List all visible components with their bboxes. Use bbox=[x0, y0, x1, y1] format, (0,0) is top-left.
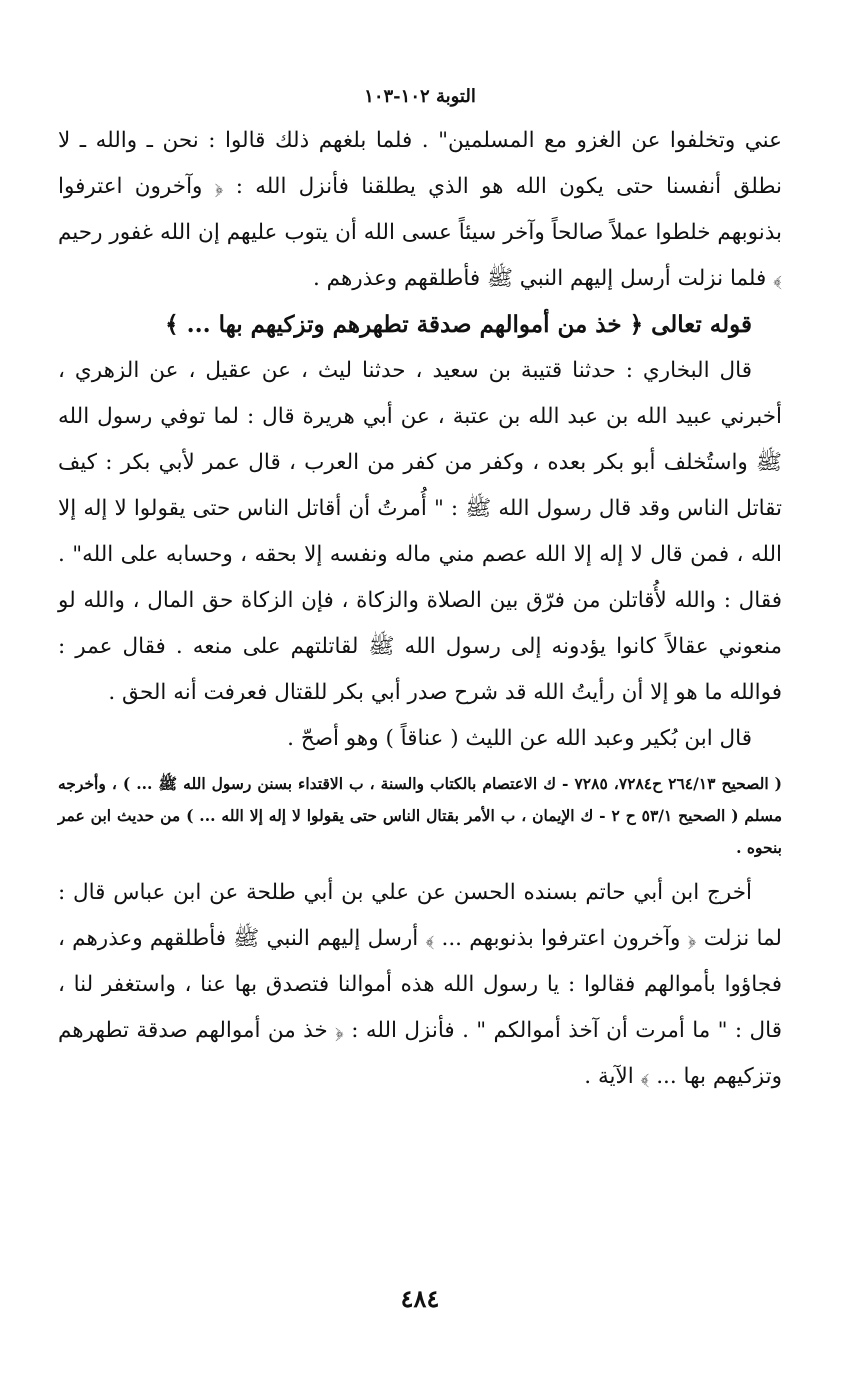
running-header: التوبة ١٠٢-١٠٣ bbox=[364, 86, 476, 107]
paragraph-narration-note: قال ابن بُكير وعبد الله عن الليث ( عناقاً ) وهو أصحّ . bbox=[287, 726, 752, 751]
paragraph-ibn-abi-hatim: أخرج ابن أبي حاتم بسنده الحسن عن علي بن أبي طلحة عن ابن عباس قال : لما نزلت ﴿ وآخرون اعترفوا بذنوبهم ... ﴾ أرسل إليهم النبي ﷺ فأطلقهم وعذرهم ، فجاؤوا بأموالهم فقالوا : يا رسول الله هذه أموالنا فتصدق بها عنا ، واستغفر لنا ، قال : " ما أمرت أن آخذ أموالكم " . فأنزل الله : ﴿ خذ من أموالهم صدقة تطهرهم وتزكيهم بها ... ﴾ الآية . bbox=[58, 880, 782, 1089]
citation-note: ( الصحيح ٢٦٤/١٣ ح٧٢٨٤، ٧٢٨٥ - ك الاعتصام بالكتاب والسنة ، ب الاقتداء بسنن رسول الله ﷺ ... ) ، وأخرجه مسلم ( الصحيح ٥٣/١ ح ٢ - ك الإيمان ، ب الأمر بقتال الناس حتى يقولوا لا إله إلا الله ... ) من حديث ابن عمر بنحوه . bbox=[58, 774, 782, 857]
paragraph-continuation: عني وتخلفوا عن الغزو مع المسلمين" . فلما بلغهم ذلك قالوا : نحن ـ والله ـ لا نطلق أنفسنا حتى يكون الله هو الذي يطلقنا فأنزل الله : ﴿ وآخرون اعترفوا بذنوبهم خلطوا عملاً صالحاً وآخر سيئاً عسى الله أن يتوب عليهم إن الله غفور رحيم ﴾ فلما نزلت أرسل إليهم النبي ﷺ فأطلقهم وعذرهم . bbox=[58, 128, 782, 291]
body-text bbox=[58, 118, 782, 1100]
page-number: ٤٨٤ bbox=[400, 1284, 440, 1313]
paragraph-bukhari-hadith: قال البخاري : حدثنا قتيبة بن سعيد ، حدثنا ليث ، عن عقيل ، عن الزهري ، أخبرني عبيد الله بن عبد الله بن عتبة ، عن أبي هريرة قال : لما توفي رسول الله ﷺ واستُخلف أبو بكر بعده ، وكفر من كفر من العرب ، قال عمر لأبي بكر : كيف تقاتل الناس وقد قال رسول الله ﷺ : " أُمرتُ أن أقاتل الناس حتى يقولوا لا إله إلا الله ، فمن قال لا إله إلا الله عصم مني ماله ونفسه إلا بحقه ، وحسابه على الله" . فقال : والله لأُقاتلن من فرّق بين الصلاة والزكاة ، فإن الزكاة حق المال ، والله لو منعوني عقالاً كانوا يؤدونه إلى رسول الله ﷺ لقاتلتهم على منعه . فقال عمر : فوالله ما هو إلا أن رأيتُ الله قد شرح صدر أبي بكر للقتال فعرفت أنه الحق . bbox=[58, 358, 782, 705]
section-heading: قوله تعالى ﴿ خذ من أموالهم صدقة تطهرهم وتزكيهم بها ... ﴾ bbox=[165, 311, 752, 338]
book-page bbox=[58, 0, 782, 1384]
